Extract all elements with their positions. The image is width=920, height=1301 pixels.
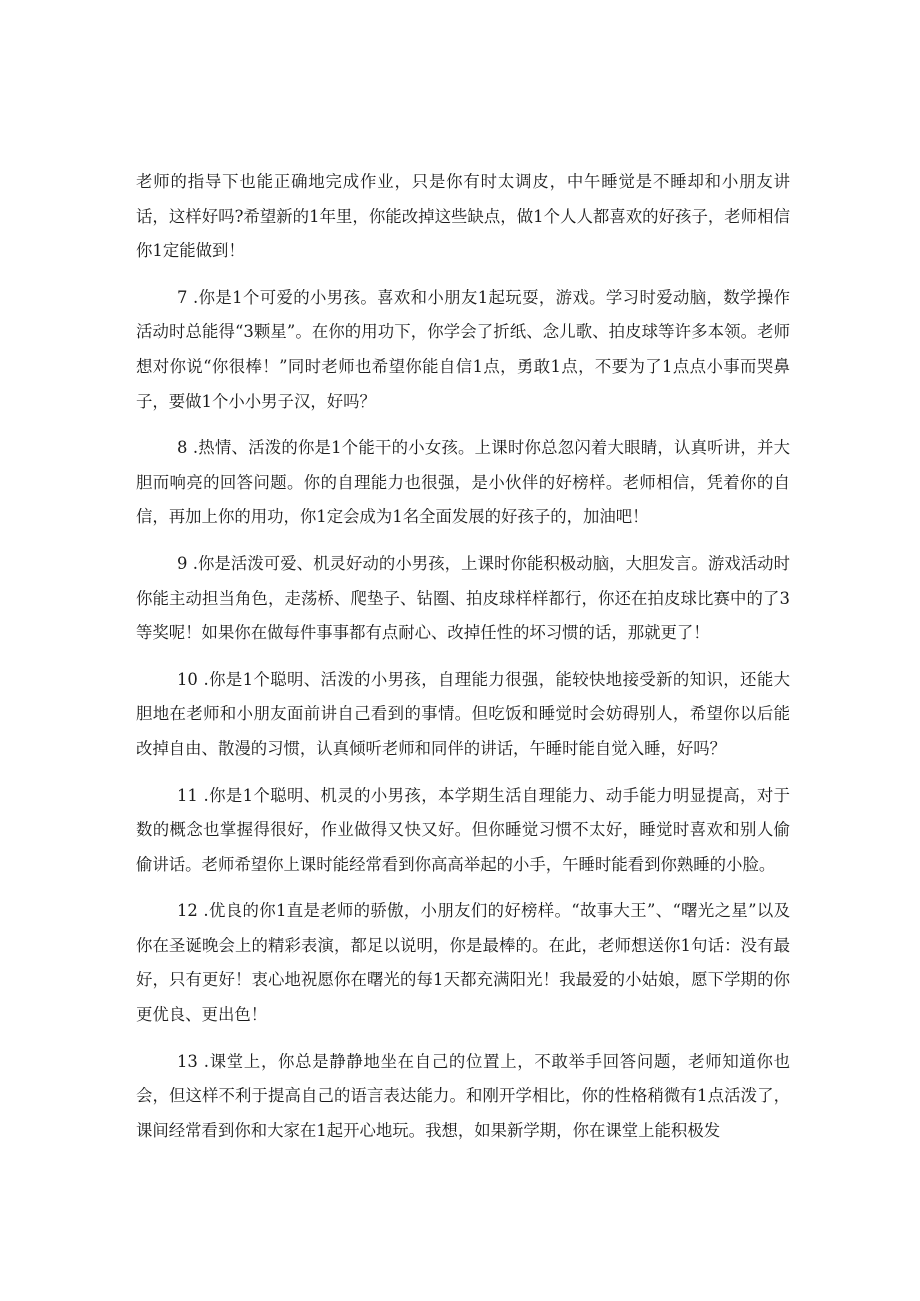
- paragraph-10: [136, 663, 790, 767]
- paragraph-8: [136, 431, 790, 535]
- paragraph-number: 12: [177, 901, 198, 921]
- paragraph-number: 13: [177, 1051, 198, 1071]
- paragraph-12: [136, 894, 790, 1032]
- paragraph-text: .课堂上，你总是静静地坐在自己的位置上，不敢举手回答问题，老师知道你也会，但这样不利于提高自己的语言表达能力。和刚开学相比，你的性格稍微有1点活泼了，课间经常看到你和大家在1起开心地玩。我想，如果新学期，你在课堂上能积极发: [136, 1051, 790, 1140]
- paragraph-text: .你是1个可爱的小男孩。喜欢和小朋友1起玩耍，游戏。学习时爱动脑，数学操作活动时总能得“3颗星”。在你的用功下，你学会了折纸、念儿歌、拍皮球等许多本领。老师想对你说“你很棒！”同时老师也希望你能自信1点，勇敢1点，不要为了1点点小事而哭鼻子，要做1个小小男子汉，好吗？: [136, 287, 790, 411]
- paragraph-11: [136, 779, 790, 883]
- paragraph-7: [136, 281, 790, 419]
- paragraph-continued: [136, 165, 790, 269]
- paragraph-9: [136, 547, 790, 651]
- paragraph-number: 8: [177, 438, 188, 458]
- paragraph-text: .你是1个聪明、活泼的小男孩，自理能力很强，能较快地接受新的知识，还能大胆地在老师和小朋友面前讲自己看到的事情。但吃饭和睡觉时会妨碍别人，希望你以后能改掉自由、散漫的习惯，认真倾听老师和同伴的讲话，午睡时能自觉入睡，好吗？: [136, 669, 790, 758]
- paragraph-13: [136, 1045, 790, 1149]
- paragraph-number: 10: [177, 669, 198, 689]
- paragraph-text: .热情、活泼的你是1个能干的小女孩。上课时你总忽闪着大眼睛，认真听讲，并大胆而响亮的回答问题。你的自理能力也很强，是小伙伴的好榜样。老师相信，凭着你的自信，再加上你的用功，你1定会成为1名全面发展的好孩子的，加油吧！: [136, 438, 790, 527]
- paragraph-number: 11: [177, 785, 198, 805]
- paragraph-text: 老师的指导下也能正确地完成作业，只是你有时太调皮，中午睡觉是不睡却和小朋友讲话，这样好吗?希望新的1年里，你能改掉这些缺点，做1个人人都喜欢的好孩子，老师相信你1定能做到！: [136, 172, 790, 261]
- document-body: [136, 165, 790, 1160]
- paragraph-text: .优良的你1直是老师的骄傲，小朋友们的好榜样。“故事大王”、“曙光之星”以及你在圣诞晚会上的精彩表演，都足以说明，你是最棒的。在此，老师想送你1句话：没有最好，只有更好！衷心地祝愿你在曙光的每1天都充满阳光！我最爱的小姑娘，愿下学期的你更优良、更出色！: [136, 901, 790, 1025]
- paragraph-number: 7: [177, 287, 188, 307]
- paragraph-text: .你是活泼可爱、机灵好动的小男孩，上课时你能积极动脑，大胆发言。游戏活动时你能主动担当角色，走荡桥、爬垫子、钻圈、拍皮球样样都行，你还在拍皮球比赛中的了3等奖呢！如果你在做每件事事都有点耐心、改掉任性的坏习惯的话，那就更了！: [136, 553, 790, 643]
- paragraph-number: 9: [177, 553, 188, 573]
- paragraph-text: .你是1个聪明、机灵的小男孩，本学期生活自理能力、动手能力明显提高，对于数的概念也掌握得很好，作业做得又快又好。但你睡觉习惯不太好，睡觉时喜欢和别人偷偷讲话。老师希望你上课时能经常看到你高高举起的小手，午睡时能看到你熟睡的小脸。: [136, 785, 790, 874]
